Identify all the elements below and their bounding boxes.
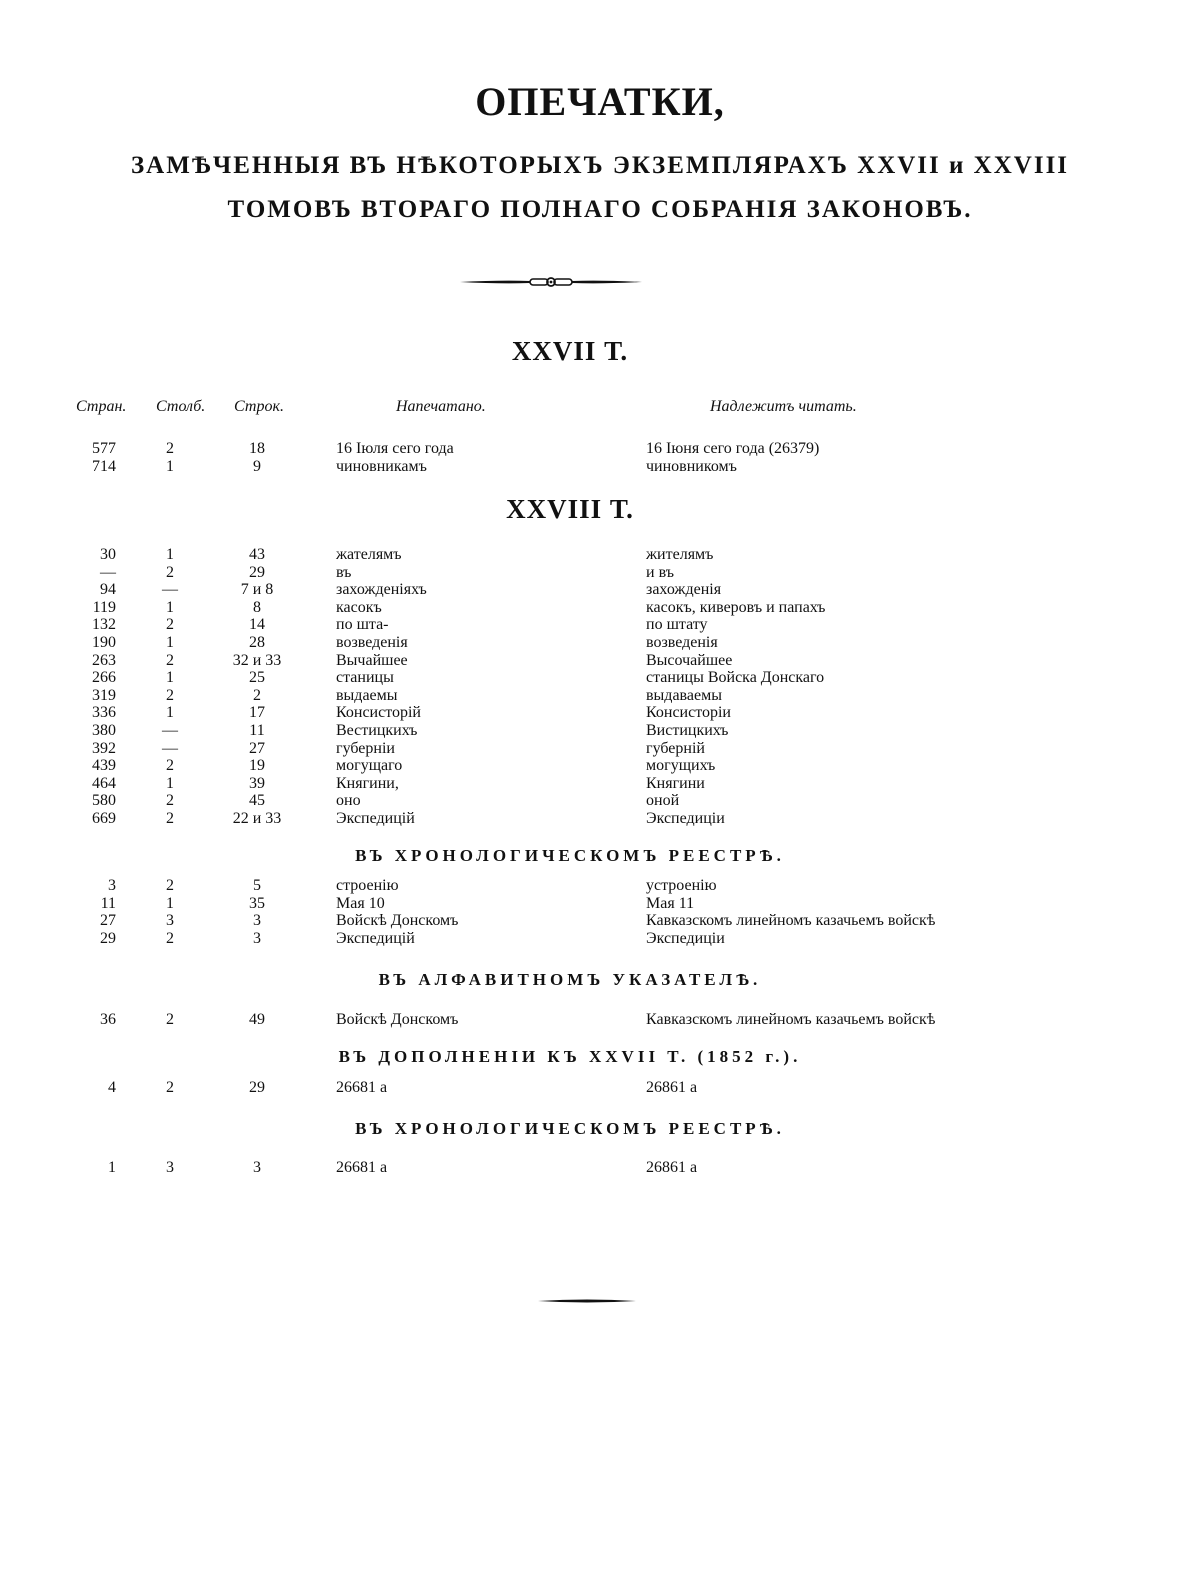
errata-row (0, 740, 1200, 758)
column-number-cell: — (162, 739, 178, 757)
correct-reading-cell: Княгини (646, 774, 705, 792)
page-number-cell: 266 (92, 669, 116, 687)
printed-text-cell: жателямъ (336, 546, 402, 563)
correct-reading-cell: Консисторіи (646, 704, 731, 722)
errata-row (0, 792, 1200, 810)
errata-row (0, 599, 1200, 617)
page-number-cell: 119 (92, 598, 116, 616)
page-number-cell: 94 (100, 581, 116, 599)
alphabetical-index-rows (0, 1010, 1200, 1030)
page-number-cell: 27 (100, 912, 116, 930)
page-number-cell: 319 (92, 686, 116, 704)
line-number-cell: 29 (249, 563, 265, 581)
page-number-cell: 464 (92, 774, 116, 792)
column-number-cell: — (162, 581, 178, 599)
correct-reading-cell: Экспедиціи (646, 809, 725, 827)
page-number-cell: 263 (92, 651, 116, 669)
page-number-cell: 30 (100, 546, 116, 563)
column-number-cell: 2 (166, 792, 174, 810)
page-number-cell: 29 (100, 929, 116, 947)
column-number-cell: 1 (166, 894, 174, 912)
printed-text-cell: Войскѣ Донскомъ (336, 1011, 459, 1028)
errata-row (0, 775, 1200, 793)
printed-text-cell: могущаго (336, 757, 403, 775)
line-number-cell: 3 (253, 929, 261, 947)
errata-row (0, 669, 1200, 687)
errata-row (0, 810, 1200, 828)
errata-row (0, 757, 1200, 775)
column-number-cell: 2 (166, 563, 174, 581)
correct-reading-cell: станицы Войска Донскаго (646, 669, 825, 687)
column-header-read: Надлежитъ читать. (710, 398, 857, 415)
printed-text-cell: 26681 а (336, 1159, 388, 1176)
line-number-cell: 9 (253, 457, 261, 475)
correct-reading-cell: выдаваемы (646, 686, 722, 704)
column-number-cell: 2 (166, 1011, 174, 1028)
printed-text-cell: возведенія (336, 633, 408, 651)
correct-reading-cell: 16 Іюня сего года (26379) (646, 440, 820, 457)
column-number-cell: 1 (166, 633, 174, 651)
errata-row (0, 704, 1200, 722)
line-number-cell: 8 (253, 598, 261, 616)
line-number-cell: 45 (249, 792, 265, 810)
printed-text-cell: выдаемы (336, 686, 398, 704)
printed-text-cell: 26681 а (336, 1079, 388, 1096)
volume-28-heading: XXVIII Т. (506, 494, 634, 524)
supplement-rows (0, 1078, 1200, 1098)
column-number-cell: 3 (166, 912, 174, 930)
line-number-cell: 25 (249, 669, 265, 687)
correct-reading-cell: по штату (646, 616, 708, 634)
page-number-cell: 580 (92, 792, 116, 810)
chronological-register-rows-2 (0, 1158, 1200, 1178)
correct-reading-cell: и въ (646, 563, 674, 581)
column-header-page: Стран. (76, 398, 127, 415)
page-number-cell: 577 (92, 440, 116, 457)
column-number-cell: 1 (166, 457, 174, 475)
errata-row (0, 440, 1200, 458)
volume-27-rows (0, 440, 1200, 475)
ornament-divider-icon (460, 272, 642, 292)
column-header-line: Строк. (234, 398, 284, 415)
column-number-cell: 3 (166, 1159, 174, 1176)
page-number-cell: 714 (92, 457, 116, 475)
page-number-cell: 380 (92, 721, 116, 739)
printed-text-cell: въ (336, 563, 352, 581)
printed-text-cell: строенію (336, 877, 399, 894)
printed-text-cell: 16 Іюля сего года (336, 440, 454, 457)
printed-text-cell: Вычайшее (336, 651, 408, 669)
line-number-cell: 3 (253, 912, 261, 930)
line-number-cell: 22 и 33 (232, 809, 282, 827)
page-number-cell: 1 (108, 1159, 116, 1176)
column-number-cell: 2 (166, 616, 174, 634)
page-number-cell: 392 (92, 739, 116, 757)
errata-row (0, 652, 1200, 670)
page-number-cell: 439 (92, 757, 116, 775)
column-number-cell: 1 (166, 774, 174, 792)
printed-text-cell: захожденіяхъ (336, 581, 427, 599)
page-number-cell: 669 (92, 809, 116, 827)
correct-reading-cell: устроенію (646, 877, 717, 894)
page-title: ОПЕЧАТКИ, (475, 79, 725, 124)
printed-text-cell: касокъ (336, 598, 382, 616)
correct-reading-cell: касокъ, киверовъ и папахъ (646, 598, 826, 616)
column-number-cell: 1 (166, 546, 174, 563)
errata-row (0, 458, 1200, 476)
line-number-cell: 29 (249, 1079, 265, 1096)
errata-row (0, 722, 1200, 740)
correct-reading-cell: Мая 11 (646, 894, 695, 912)
errata-row (0, 930, 1200, 948)
correct-reading-cell: жителямъ (646, 546, 714, 563)
volume-28-rows (0, 546, 1200, 828)
alphabetical-index-heading: ВЪ АЛФАВИТНОМЪ УКАЗАТЕЛѢ. (378, 970, 762, 989)
printed-text-cell: губерніи (336, 739, 395, 757)
column-number-cell: 2 (166, 929, 174, 947)
printed-text-cell: оно (336, 792, 361, 810)
volume-27-heading: XXVII Т. (511, 336, 629, 366)
correct-reading-cell: чиновникомъ (646, 457, 737, 475)
errata-row (0, 616, 1200, 634)
page-number-cell: 36 (100, 1011, 116, 1028)
line-number-cell: 18 (249, 440, 265, 457)
printed-text-cell: Консисторій (336, 704, 421, 722)
correct-reading-cell: могущихъ (646, 757, 716, 775)
line-number-cell: 19 (249, 757, 265, 775)
column-number-cell: 2 (166, 440, 174, 457)
errata-row (0, 581, 1200, 599)
errata-row (0, 634, 1200, 652)
line-number-cell: 17 (249, 704, 265, 722)
page-number-cell: — (100, 563, 116, 581)
printed-text-cell: Вестицкихъ (336, 721, 418, 739)
correct-reading-cell: 26861 а (646, 1079, 698, 1096)
column-number-cell: 2 (166, 809, 174, 827)
line-number-cell: 39 (249, 774, 265, 792)
correct-reading-cell: возведенія (646, 633, 718, 651)
end-rule-icon (538, 1298, 636, 1304)
line-number-cell: 7 и 8 (240, 581, 274, 599)
correct-reading-cell: Экспедиціи (646, 929, 725, 947)
correct-reading-cell: Кавказскомъ линейномъ казачьемъ войскѣ (646, 1011, 936, 1028)
column-number-cell: 2 (166, 651, 174, 669)
printed-text-cell: Экспедицій (336, 929, 415, 947)
line-number-cell: 11 (249, 721, 265, 739)
correct-reading-cell: оной (646, 792, 680, 810)
printed-text-cell: станицы (336, 669, 394, 687)
line-number-cell: 2 (253, 686, 261, 704)
page-number-cell: 4 (108, 1079, 116, 1096)
line-number-cell: 28 (249, 633, 265, 651)
correct-reading-cell: захожденія (646, 581, 722, 599)
printed-text-cell: по шта- (336, 616, 389, 634)
page-number-cell: 132 (92, 616, 116, 634)
errata-row (0, 1010, 1200, 1030)
page-number-cell: 190 (92, 633, 116, 651)
column-number-cell: 2 (166, 1079, 174, 1096)
subtitle-line-2: ТОМОВЪ ВТОРАГО ПОЛНАГО СОБРАНІЯ ЗАКОНОВЪ. (227, 196, 973, 223)
errata-row (0, 877, 1200, 895)
subtitle-line-1: ЗАМѢЧЕННЫЯ ВЪ НѢКОТОРЫХЪ ЭКЗЕМПЛЯРАХЪ XXVII и XXVIII (130, 152, 1070, 179)
column-number-cell: 2 (166, 877, 174, 894)
correct-reading-cell: Кавказскомъ линейномъ казачьемъ войскѣ (646, 912, 936, 930)
errata-row (0, 564, 1200, 582)
column-number-cell: 2 (166, 686, 174, 704)
supplement-heading: ВЪ ДОПОЛНЕНІИ КЪ XXVII Т. (1852 г.). (338, 1047, 802, 1066)
errata-row (0, 895, 1200, 913)
column-number-cell: 1 (166, 704, 174, 722)
errata-row (0, 1078, 1200, 1098)
correct-reading-cell: Высочайшее (646, 651, 733, 669)
chronological-register-heading-2: ВЪ ХРОНОЛОГИЧЕСКОМЪ РЕЕСТРѢ. (355, 1119, 785, 1138)
page-number-cell: 3 (108, 877, 116, 894)
line-number-cell: 3 (253, 1159, 261, 1176)
printed-text-cell: Мая 10 (336, 894, 385, 912)
errata-row (0, 1158, 1200, 1178)
errata-row (0, 912, 1200, 930)
correct-reading-cell: губерній (646, 739, 705, 757)
printed-text-cell: Войскѣ Донскомъ (336, 912, 459, 930)
printed-text-cell: чиновникамъ (336, 457, 427, 475)
page-number-cell: 336 (92, 704, 116, 722)
page-number-cell: 11 (100, 894, 116, 912)
column-number-cell: 1 (166, 669, 174, 687)
correct-reading-cell: Вистицкихъ (646, 721, 729, 739)
column-header-column: Столб. (156, 398, 206, 415)
line-number-cell: 5 (253, 877, 261, 894)
column-number-cell: 1 (166, 598, 174, 616)
line-number-cell: 43 (249, 546, 265, 563)
column-number-cell: — (162, 721, 178, 739)
column-header-printed: Напечатано. (396, 398, 486, 415)
line-number-cell: 35 (249, 894, 265, 912)
correct-reading-cell: 26861 а (646, 1159, 698, 1176)
errata-row (0, 546, 1200, 564)
line-number-cell: 49 (249, 1011, 265, 1028)
errata-row (0, 687, 1200, 705)
line-number-cell: 27 (249, 739, 265, 757)
column-number-cell: 2 (166, 757, 174, 775)
line-number-cell: 14 (249, 616, 265, 634)
chronological-register-heading-1: ВЪ ХРОНОЛОГИЧЕСКОМЪ РЕЕСТРѢ. (355, 846, 785, 865)
line-number-cell: 32 и 33 (232, 651, 282, 669)
printed-text-cell: Княгини, (336, 774, 399, 792)
chronological-register-rows-1 (0, 877, 1200, 947)
printed-text-cell: Экспедицій (336, 809, 415, 827)
